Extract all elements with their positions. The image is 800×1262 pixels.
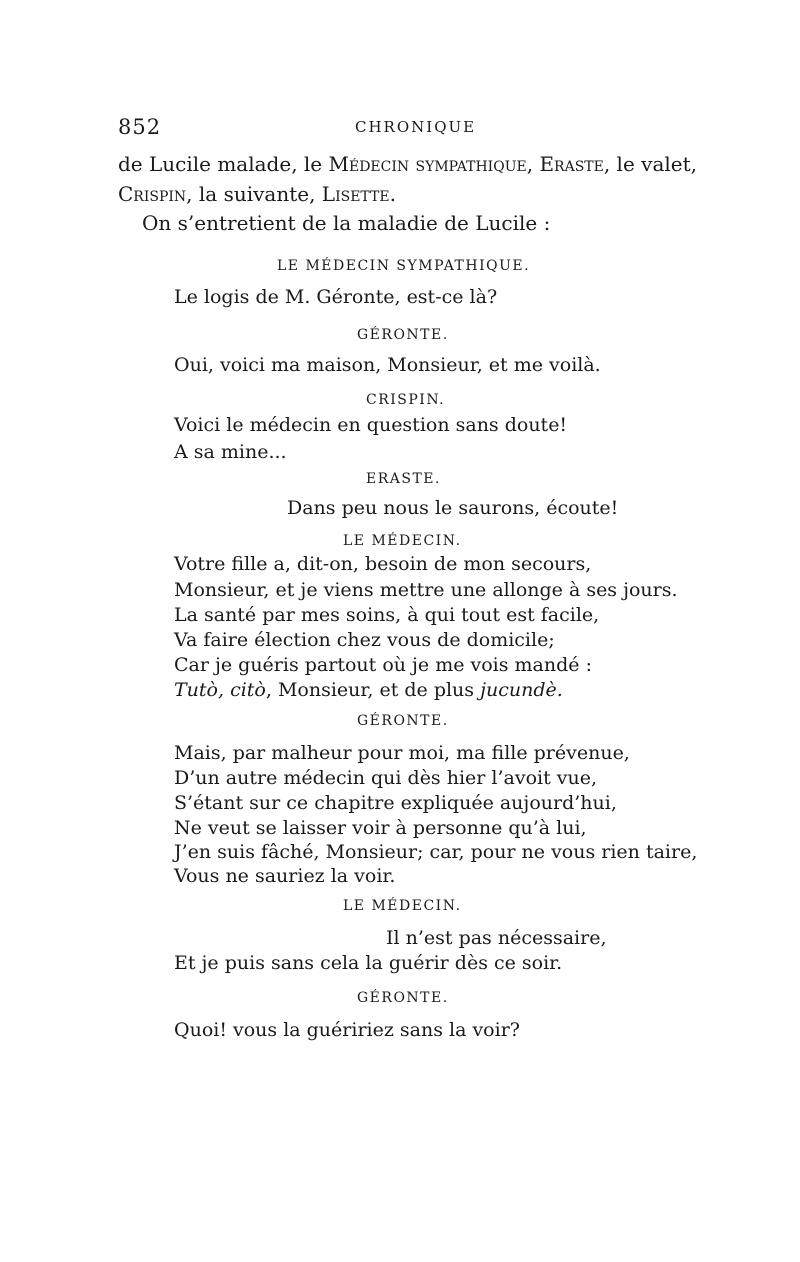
page-header (118, 115, 678, 145)
verse-text: , Monsieur, et de plus (265, 679, 481, 701)
latin-phrase: jucundè. (480, 679, 563, 701)
verse-line (174, 678, 563, 702)
intro-text: , la suivante, (186, 182, 322, 206)
intro-text: , (526, 152, 540, 176)
character-name-eraste: Eraste (539, 152, 604, 176)
verse-line: Vous ne sauriez la voir. (174, 865, 396, 887)
verse-line: Votre fille a, dit-on, besoin de mon secours, (174, 553, 592, 575)
verse-line: Et je puis sans cela la guérir dès ce soir. (174, 952, 563, 974)
verse-line: Il n’est pas nécessaire, (386, 927, 607, 949)
speaker-label: ERASTE. (366, 471, 441, 487)
verse-line: Voici le médecin en question sans doute! (174, 414, 568, 436)
verse-line: La santé par mes soins, à qui tout est facile, (174, 604, 600, 626)
verse-line: A sa mine... (174, 441, 287, 463)
intro-text: . (389, 182, 396, 206)
page-number: 852 (118, 115, 162, 139)
verse-line: Va faire élection chez vous de domicile; (174, 629, 555, 651)
speaker-label: GÉRONTE. (357, 990, 449, 1006)
speaker-label: GÉRONTE. (357, 713, 449, 729)
verse-line: S’étant sur ce chapitre expliquée aujourd’hui, (174, 792, 617, 814)
verse-line: J’en suis fâché, Monsieur; car, pour ne vous rien taire, (174, 841, 698, 863)
intro-text: de Lucile malade, le (118, 152, 329, 176)
verse-line: Ne veut se laisser voir à personne qu’à lui, (174, 817, 587, 839)
intro-line-2 (118, 182, 396, 206)
character-name-crispin: Crispin (118, 182, 187, 206)
verse-line: Dans peu nous le saurons, écoute! (287, 497, 619, 519)
verse-line: D’un autre médecin qui dès hier l’avoit vue, (174, 767, 598, 789)
intro-text: , le valet, (603, 152, 697, 176)
intro-line-3: On s’entretient de la maladie de Lucile : (142, 211, 551, 235)
verse-line: Oui, voici ma maison, Monsieur, et me voilà. (174, 354, 601, 376)
intro-line-1 (118, 152, 697, 176)
verse-line: Le logis de M. Géronte, est-ce là? (174, 286, 498, 308)
character-name-lisette: Lisette (321, 182, 390, 206)
verse-line: Quoi! vous la guéririez sans la voir? (174, 1019, 520, 1041)
speaker-label: LE MÉDECIN SYMPATHIQUE. (277, 258, 531, 274)
speaker-label: GÉRONTE. (357, 327, 449, 343)
verse-line: Mais, par malheur pour moi, ma fille prévenue, (174, 742, 630, 764)
speaker-label: CRISPIN. (366, 392, 446, 408)
latin-phrase: Tutò, citò (174, 679, 266, 701)
verse-line: Car je guéris partout où je me vois mandé : (174, 654, 592, 676)
running-head: CHRONIQUE (355, 118, 477, 136)
character-name-medecin: Médecin sympathique (328, 152, 527, 176)
verse-line: Monsieur, et je viens mettre une allonge à ses jours. (174, 579, 678, 601)
speaker-label: LE MÉDECIN. (343, 533, 462, 549)
speaker-label: LE MÉDECIN. (343, 898, 462, 914)
